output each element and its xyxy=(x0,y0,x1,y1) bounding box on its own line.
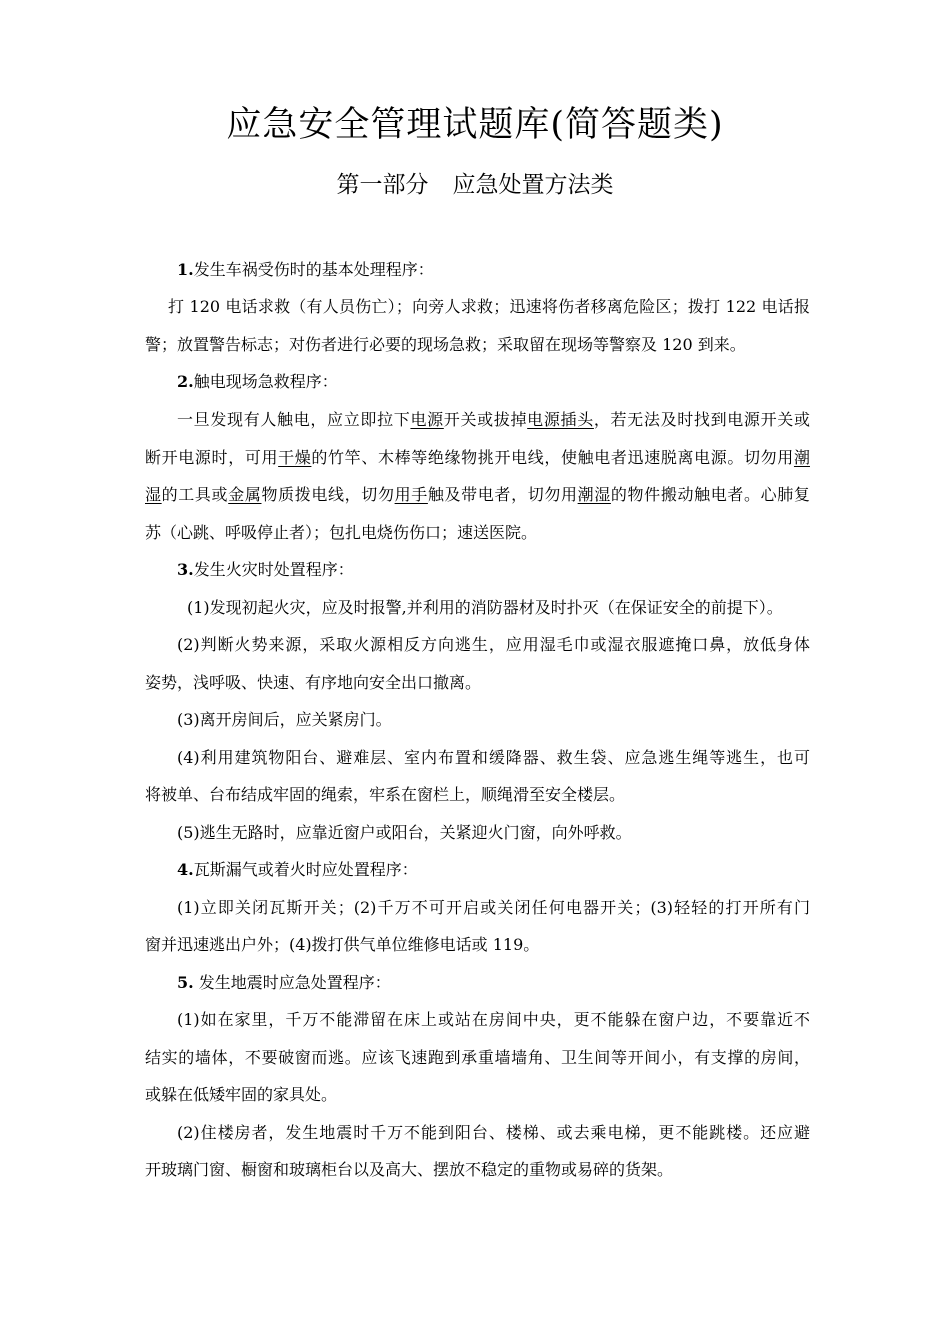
answer-line: (1)发现初起火灾，应及时报警,并利用的消防器材及时扑灭（在保证安全的前提下）。 xyxy=(187,598,783,617)
underlined-term: 潮湿 xyxy=(577,485,611,504)
text-run: 断开电源时，可用 xyxy=(145,448,279,467)
answer-line: 或躲在低矮牢固的家具处。 xyxy=(145,1085,338,1104)
underlined-term: 用手 xyxy=(394,485,428,504)
answer-line: 苏（心跳、呼吸停止者）；包扎电烧伤伤口；速送医院。 xyxy=(145,523,538,542)
answer-line: (3)离开房间后，应关紧房门。 xyxy=(177,710,392,729)
answer-line: (5)逃生无路时，应靠近窗户或阳台，关紧迎火门窗，向外呼救。 xyxy=(177,823,632,842)
answer-line: (1)如在家里，千万不能滞留在床上或站在房间中央，更不能躲在窗户边，不要靠近不 xyxy=(177,1010,810,1029)
answer-line xyxy=(177,407,810,433)
answer-line: (2)判断火势来源，采取火源相反方向逃生，应用湿毛巾或湿衣服遮掩口鼻，放低身体 xyxy=(177,635,810,654)
answer-line xyxy=(145,482,810,508)
underlined-term: 干燥 xyxy=(278,448,312,467)
question-title: 发生车祸受伤时的基本处理程序： xyxy=(193,260,434,279)
answer-line: 开玻璃门窗、橱窗和玻璃柜台以及高大、摆放不稳定的重物或易碎的货架。 xyxy=(145,1160,674,1179)
underlined-term: 电源 xyxy=(410,410,444,429)
answer-line: (2)住楼房者，发生地震时千万不能到阳台、楼梯、或去乘电梯，更不能跳楼。还应避 xyxy=(177,1123,810,1142)
section-part-label: 第一部分 xyxy=(336,172,429,198)
question-number: 2. xyxy=(177,372,194,391)
answer-line xyxy=(145,445,810,471)
text-run: 开关或拔掉 xyxy=(443,410,528,429)
answer-line: 窗并迅速逃出户外；(4)拨打供气单位维修电话或 119。 xyxy=(145,935,540,954)
text-run: 物质拨电线，切勿 xyxy=(261,485,395,504)
question-title: 发生火灾时处置程序： xyxy=(193,560,354,579)
question-number: 4. xyxy=(177,860,194,879)
question-title: 发生地震时应急处置程序： xyxy=(193,973,391,992)
answer-line: 打 120 电话求救（有人员伤亡）；向旁人求救；迅速将伤者移离危险区；拨打 122 电话报 xyxy=(168,297,810,316)
text-run: ，若无法及时找到电源开关或 xyxy=(593,410,810,429)
answer-line: 姿势，浅呼吸、快速、有序地向安全出口撤离。 xyxy=(145,673,482,692)
underlined-term: 潮 xyxy=(793,448,810,467)
underlined-term: 电源插头 xyxy=(527,410,594,429)
question-1-heading xyxy=(177,257,810,283)
answer-line: (1)立即关闭瓦斯开关；(2)千万不可开启或关闭任何电器开关；(3)轻轻的打开所有门 xyxy=(177,898,810,917)
question-4-heading xyxy=(177,857,810,883)
section-heading xyxy=(0,165,950,205)
answer-line: 将被单、台布结成牢固的绳索，牢系在窗栏上，顺绳滑至安全楼层。 xyxy=(145,785,626,804)
underlined-term: 金属 xyxy=(228,485,262,504)
text-run: 的物件搬动触电者。心肺复 xyxy=(610,485,810,504)
text-run: 的竹竿、木棒等绝缘物挑开电线，使触电者迅速脱离电源。切勿用 xyxy=(311,448,794,467)
answer-line: 结实的墙体，不要破窗而逃。应该飞速跑到承重墙墙角、卫生间等开间小，有支撑的房间， xyxy=(145,1048,810,1067)
text-run: 触及带电者，切勿用 xyxy=(427,485,578,504)
underlined-term: 湿 xyxy=(145,485,162,504)
section-name: 应急处置方法类 xyxy=(452,172,614,198)
question-number: 5. xyxy=(177,973,194,992)
question-title: 瓦斯漏气或着火时应处置程序： xyxy=(193,860,418,879)
document-title: 应急安全管理试题库(简答题类) xyxy=(226,105,724,145)
answer-line: (4)利用建筑物阳台、避难层、室内布置和缓降器、救生袋、应急逃生绳等逃生，也可 xyxy=(177,748,810,767)
question-5-heading xyxy=(177,970,810,996)
question-number: 1. xyxy=(177,260,194,279)
question-3-heading xyxy=(177,557,810,583)
text-run: 一旦发现有人触电，应立即拉下 xyxy=(177,410,411,429)
answer-line: 警；放置警告标志；对伤者进行必要的现场急救；采取留在现场等警察及 120 到来。 xyxy=(145,335,746,354)
question-title: 触电现场急救程序： xyxy=(193,372,338,391)
question-number: 3. xyxy=(177,560,194,579)
question-2-heading xyxy=(177,369,810,395)
text-run: 的工具或 xyxy=(161,485,229,504)
